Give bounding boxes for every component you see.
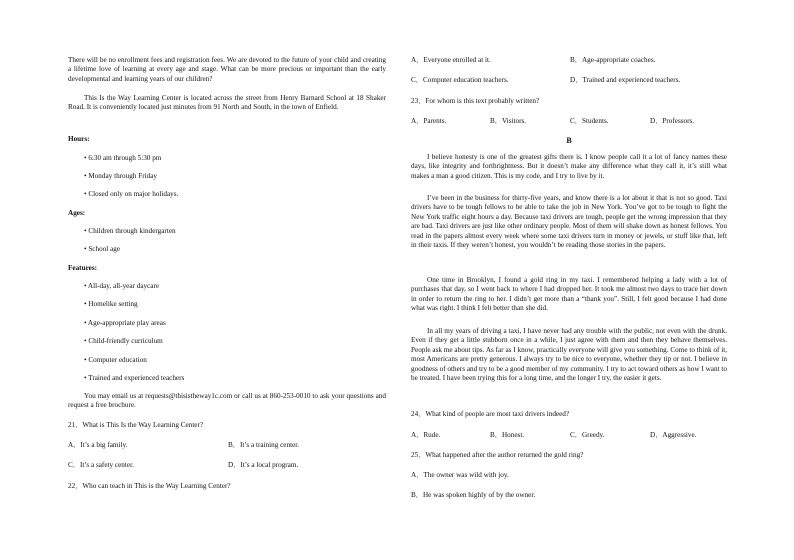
option-24-d: D．Aggressive. xyxy=(650,431,697,439)
option-23-b: B．Visitors. xyxy=(490,117,527,125)
section-b-heading: B xyxy=(566,136,572,145)
features-heading: Features: xyxy=(68,264,98,272)
question-22: 22．Who can teach in This is the Way Learning Center? xyxy=(68,482,231,490)
option-23-a: A．Parents. xyxy=(411,117,447,125)
intro-paragraph: There will be no enrollment fees and registration fees. We are devoted to the future of your child and creating a lifetime love of learning at every age and stage. What can be more precious or important than the early developmental and learning years of our children? xyxy=(68,56,386,83)
option-24-a: A．Rude. xyxy=(411,431,441,439)
hours-item: • Closed only on major holidays. xyxy=(84,190,179,198)
ages-item: • School age xyxy=(84,245,121,253)
features-item: • Age-appropriate play areas xyxy=(84,319,166,327)
contact-paragraph: You may email us at requests@thisistheway1c.com or call us at 860-253-0010 to ask your questions and request a free brochure. xyxy=(68,392,386,410)
option-22-a: A．Everyone enrolled at it. xyxy=(411,56,491,64)
option-24-b: B．Honest. xyxy=(490,431,525,439)
option-22-d: D．Trained and experienced teachers. xyxy=(570,76,681,84)
option-25-b: B．He was spoken highly of by the owner. xyxy=(411,491,536,499)
option-22-c: C．Computer education teachers. xyxy=(411,76,509,84)
option-21-a: A．It’s a big family. xyxy=(68,441,128,449)
features-item: • Homelike setting xyxy=(84,300,138,308)
question-23: 23．For whom is this text probably written? xyxy=(411,97,540,105)
option-22-b: B．Age-appropriate coaches. xyxy=(570,56,656,64)
features-item: • Trained and experienced teachers xyxy=(84,374,185,382)
location-paragraph: This Is the Way Learning Center is located across the street from Henry Barnard School at 18 Shaker Road. It is conveniently located just minutes from 91 North and South, in the town of Enfield. xyxy=(68,94,386,112)
hours-heading: Hours: xyxy=(68,135,90,143)
option-21-c: C．It’s a safety center. xyxy=(68,461,134,469)
option-24-c: C．Greedy. xyxy=(570,431,605,439)
question-21: 21．What is This Is the Way Learning Center? xyxy=(68,421,204,429)
passage-paragraph-2: I’ve been in the business for thirty-five years, and know there is a lot about it that is not so good. Taxi drivers have to be tough fellows to be able to take the job in New York. You’ve got to be tough to fight the New York traffic eight hours a day. Because taxi drivers are tough, people get the wrong impression that they are bad. Taxi drivers are just like other ordinary people. Most of them will shake down as honest fellows. You read in the papers almost every week where some taxi drivers turn in money or jewels, or stuff like that, left in their taxis. If they weren’t honest, you wouldn’t be reading those stories in the papers. xyxy=(411,194,727,250)
option-23-d: D．Professors. xyxy=(650,117,695,125)
passage-paragraph-1: I believe honesty is one of the greatest gifts there is. I know people call it a lot of fancy names these days, like integrity and forthrightness. But it doesn’t make any difference what they call it, it’s still what makes a man a good citizen. This is my code, and I try to live by it. xyxy=(411,153,727,180)
option-21-d: D．It’s a local program. xyxy=(228,461,299,469)
option-23-c: C．Students. xyxy=(570,117,609,125)
features-item: • Computer education xyxy=(84,356,147,364)
ages-item: • Children through kindergarten xyxy=(84,227,176,235)
ages-heading: Ages: xyxy=(68,209,86,217)
option-21-b: B．It’s a training center. xyxy=(228,441,300,449)
passage-paragraph-3: One time in Brooklyn, I found a gold ring in my taxi. I remembered helping a lady with a lot of purchases that day, so I went back to where I had dropped her. It took me almost two days to trace her down in order to return the ring to her. I didn’t get more than a “thank you”. Still, I felt good because I had done what was right. I think I felt better than she did. xyxy=(411,276,727,313)
hours-item: • 6:30 am through 5:30 pm xyxy=(84,154,162,162)
features-item: • Child-friendly curriculum xyxy=(84,337,163,345)
question-25: 25．What happened after the author returned the gold ring? xyxy=(411,451,584,459)
option-25-a: A．The owner was wild with joy. xyxy=(411,471,509,479)
features-item: • All-day, all-year daycare xyxy=(84,282,160,290)
question-24: 24．What kind of people are most taxi drivers indeed? xyxy=(411,410,570,418)
passage-paragraph-4: In all my years of driving a taxi, I have never had any trouble with the public, not even with the drunk. Even if they get a little stubborn once in a while, I just agree with them and then they behave themselves. People ask me about tips. As far as I know, practically everyone will give you something. Come to think of it, most Americans are pretty generous. I always try to be nice to everyone, whether they tip or not. I believe in goodness of others and try to be a good member of my community. I try to act toward others as how I want to be treated. I have been trying this for a long time, and the longer I try, the easier it gets. xyxy=(411,327,727,383)
hours-item: • Monday through Friday xyxy=(84,172,157,180)
